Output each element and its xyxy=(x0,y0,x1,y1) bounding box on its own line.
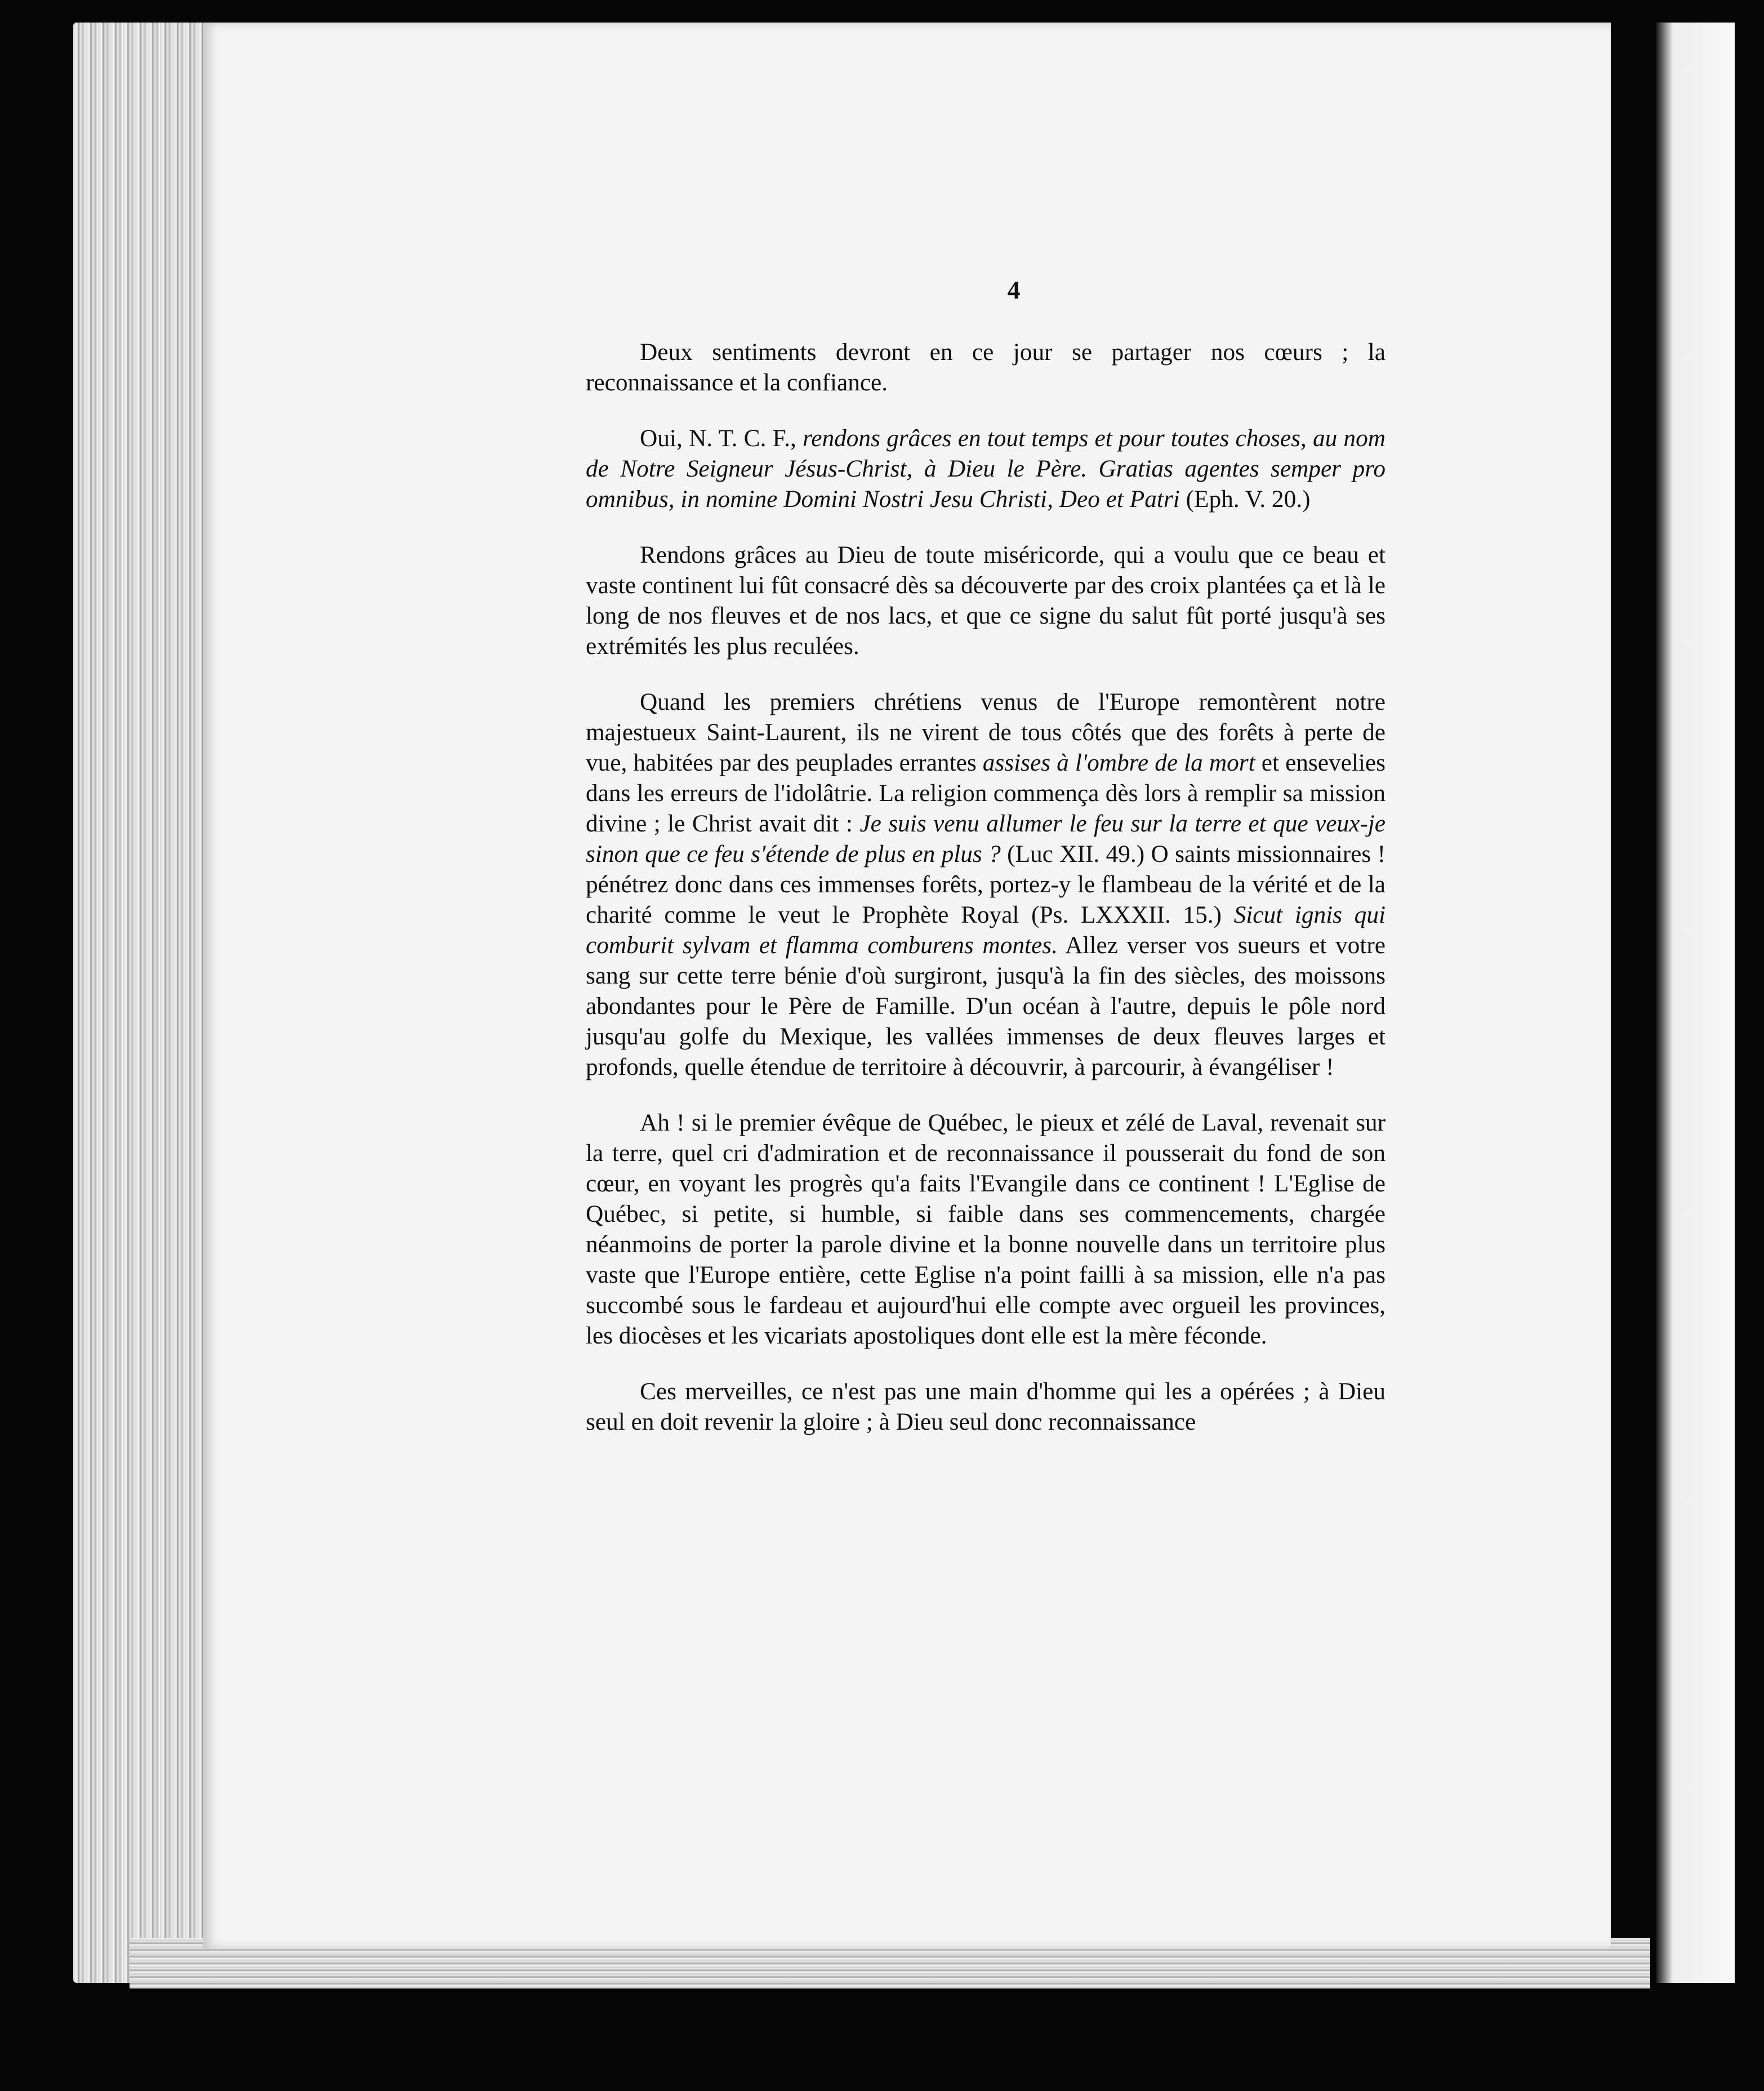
paragraph xyxy=(586,423,1386,514)
paragraph xyxy=(586,1107,1386,1351)
facing-page-strip xyxy=(1656,23,1735,1983)
page-number: 4 xyxy=(1007,275,1021,304)
text-run: Quand les premiers chrétiens venus de l'Europe remontèrent notre majestueux Saint-Laurent, ils ne virent de tous côtés que des forêts à perte de vue, habitées par des peuplades errantes xyxy=(586,688,1386,776)
text-run: (Luc XII. 49.) O saints missionnaires ! pénétrez donc dans ces immenses forêts, portez-y le flambeau de la vérité et de la charité comme le veut le Prophète Royal (Ps. LXXXII. 15.) xyxy=(586,840,1386,928)
latin-quote: Sicut ignis qui comburit sylvam et flamma comburens montes. xyxy=(586,901,1386,959)
text-run: Rendons grâces au Dieu de toute miséricorde, qui a voulu que ce beau et vaste continent lui fût consacré dès sa découverte par des croix plantées ça et là le long de nos fleuves et de nos lacs, et que ce signe du salut fût porté jusqu'à ses extrémités les plus reculées. xyxy=(586,541,1386,660)
body-text xyxy=(586,337,1386,1462)
text-run: et ensevelies dans les erreurs de l'idolâtrie. La religion commença dès lors à remplir sa mission divine ; le Christ avait dit : xyxy=(586,749,1386,837)
paragraph xyxy=(586,687,1386,1082)
latin-quote: rendons grâces en tout temps et pour toutes choses, au nom de Notre Seigneur Jésus-Christ, à Dieu le Père. Gratias agentes semper pro omnibus, in nomine Domini Nostri Jesu Christi, Deo et Patri xyxy=(586,425,1386,513)
text-run: Allez verser vos sueurs et votre sang sur cette terre bénie d'où surgiront, jusqu'à la fin des siècles, des moissons abondantes pour le Père de Famille. D'un océan à l'autre, depuis le pôle nord jusqu'au golfe du Mexique, les vallées immenses de deux fleuves larges et profonds, quelle étendue de territoire à découvrir, à parcourir, à évangéliser ! xyxy=(586,932,1386,1080)
italic-quote: Je suis venu allumer le feu sur la terre et que veux-je sinon que ce feu s'étende de plus en plus ? xyxy=(586,810,1386,867)
text-run: Deux sentiments devront en ce jour se partager nos cœurs ; la reconnaissance et la confiance. xyxy=(586,339,1386,396)
book-page-edges xyxy=(73,23,220,1983)
italic-quote: assises à l'ombre de la mort xyxy=(982,749,1255,776)
paragraph xyxy=(586,337,1386,398)
text-run: Ah ! si le premier évêque de Québec, le pieux et zélé de Laval, revenait sur la terre, quel cri d'admiration et de reconnaissance il pousserait du fond de son cœur, en voyant les progrès qu'a faits l'Evangile dans ce continent ! L'Eglise de Québec, si petite, si humble, si faible dans ses commencements, chargée néanmoins de porter la parole divine et la bonne nouvelle dans un territoire plus vaste que l'Europe entière, cette Eglise n'a point failli à sa mission, elle n'a pas succombé sous le fardeau et aujourd'hui elle compte avec orgueil les provinces, les diocèses et les vicariats apostoliques dont elle est la mère féconde. xyxy=(586,1109,1386,1349)
citation: (Eph. V. 20.) xyxy=(1179,486,1311,513)
paragraph xyxy=(586,1376,1386,1437)
text-run: Oui, N. T. C. F., xyxy=(640,425,803,452)
paragraph xyxy=(586,540,1386,661)
text-run: Ces merveilles, ce n'est pas une main d'homme qui les a opérées ; à Dieu seul en doit revenir la gloire ; à Dieu seul donc reconnaissance xyxy=(586,1378,1386,1435)
